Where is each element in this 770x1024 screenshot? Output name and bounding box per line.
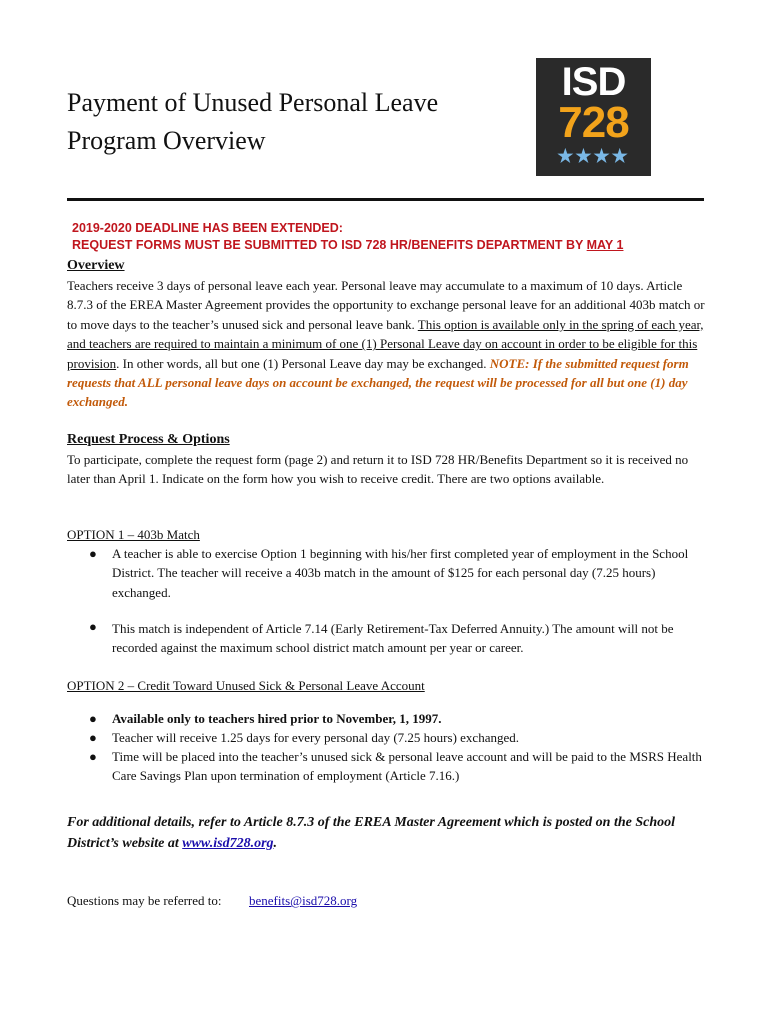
option-2-bullet-1: Available only to teachers hired prior to November, 1, 1997. (112, 711, 442, 726)
benefits-email-link[interactable]: benefits@isd728.org (249, 893, 358, 908)
logo-line-1: ISD (561, 60, 626, 104)
deadline-notice (72, 220, 623, 254)
overview-heading: Overview (67, 258, 125, 273)
option-2-bullet-3: Time will be placed into the teacher’s unused sick & personal leave account and will be paid to the MSRS Health Care Savings Plan upon termination of employment (Article 7.16.) (112, 749, 702, 784)
website-link[interactable]: www.isd728.org (182, 836, 274, 851)
option-2-bullet-2: Teacher will receive 1.25 days for every personal day (7.25 hours) exchanged. (112, 730, 519, 745)
overview-note: NOTE: If the submitted request form requests that ALL personal leave days on account be exchanged, the request will be processed for all but one (1) day exchanged. (67, 355, 689, 410)
overview-eligibility-text: This option is available only in the spring of each year, and teachers are required to maintain a minimum of one (1) Personal Leave day on account in order to be eligible for this provision (67, 316, 704, 371)
logo-stars: ★★★★ (557, 146, 630, 166)
header-divider (67, 198, 704, 201)
deadline-line-2-text: REQUEST FORMS MUST BE SUBMITTED TO ISD 728 HR/BENEFITS DEPARTMENT BY (72, 238, 587, 252)
overview-text-2: . In other words, all but one (1) Personal Leave day may be exchanged. (116, 355, 490, 371)
deadline-line-1: 2019-2020 DEADLINE HAS BEEN EXTENDED: (72, 221, 343, 235)
bullet-icon: ● (89, 730, 97, 745)
option-1-bullet-2: This match is independent of Article 7.14 (Early Retirement-Tax Deferred Annuity.) The amount will not be recorded against the maximum school district match amount per year or career. (112, 621, 674, 656)
questions-label: Questions may be referred to: (67, 893, 222, 908)
isd728-logo (536, 58, 651, 176)
option-1-title: OPTION 1 – 403b Match (67, 527, 200, 542)
option-2-title: OPTION 2 – Credit Toward Unused Sick & Personal Leave Account (67, 678, 425, 693)
additional-details-end: . (273, 836, 278, 851)
logo-line-2: 728 (558, 98, 629, 147)
additional-details-text: For additional details, refer to Article 8.7.3 of the EREA Master Agreement which is posted on the School District’s website at (67, 815, 676, 851)
request-heading: Request Process & Options (67, 432, 230, 447)
bullet-icon: ● (89, 619, 97, 634)
deadline-date: MAY 1 (586, 238, 624, 252)
request-paragraph: To participate, complete the request form (page 2) and return it to ISD 728 HR/Benefits Department so it is received no later than April 1. Indicate on the form how you wish to receive credit. There are two options available. (67, 452, 689, 487)
overview-paragraph (67, 276, 707, 412)
bullet-icon: ● (89, 546, 97, 561)
bullet-icon: ● (89, 749, 97, 764)
additional-details (67, 812, 707, 854)
deadline-line-2 (72, 237, 623, 254)
title-line-1: Payment of Unused Personal Leave (67, 88, 439, 117)
title-line-2: Program Overview (67, 126, 266, 155)
option-1-bullet-1: A teacher is able to exercise Option 1 beginning with his/her first completed year of employment in the School District. The teacher will receive a 403b match in the amount of $125 for each personal day (7.25 hours) exchanged. (112, 546, 689, 600)
overview-text-1: Teachers receive 3 days of personal leave each year. Personal leave may accumulate to a maximum of 10 days. Article 8.7.3 of the EREA Master Agreement provides the opportunity to exchange personal leave for an additional 403b match or to move days to the teacher’s unused sick and personal leave bank. (67, 278, 705, 332)
page-title (67, 84, 438, 160)
bullet-icon: ● (89, 711, 97, 726)
